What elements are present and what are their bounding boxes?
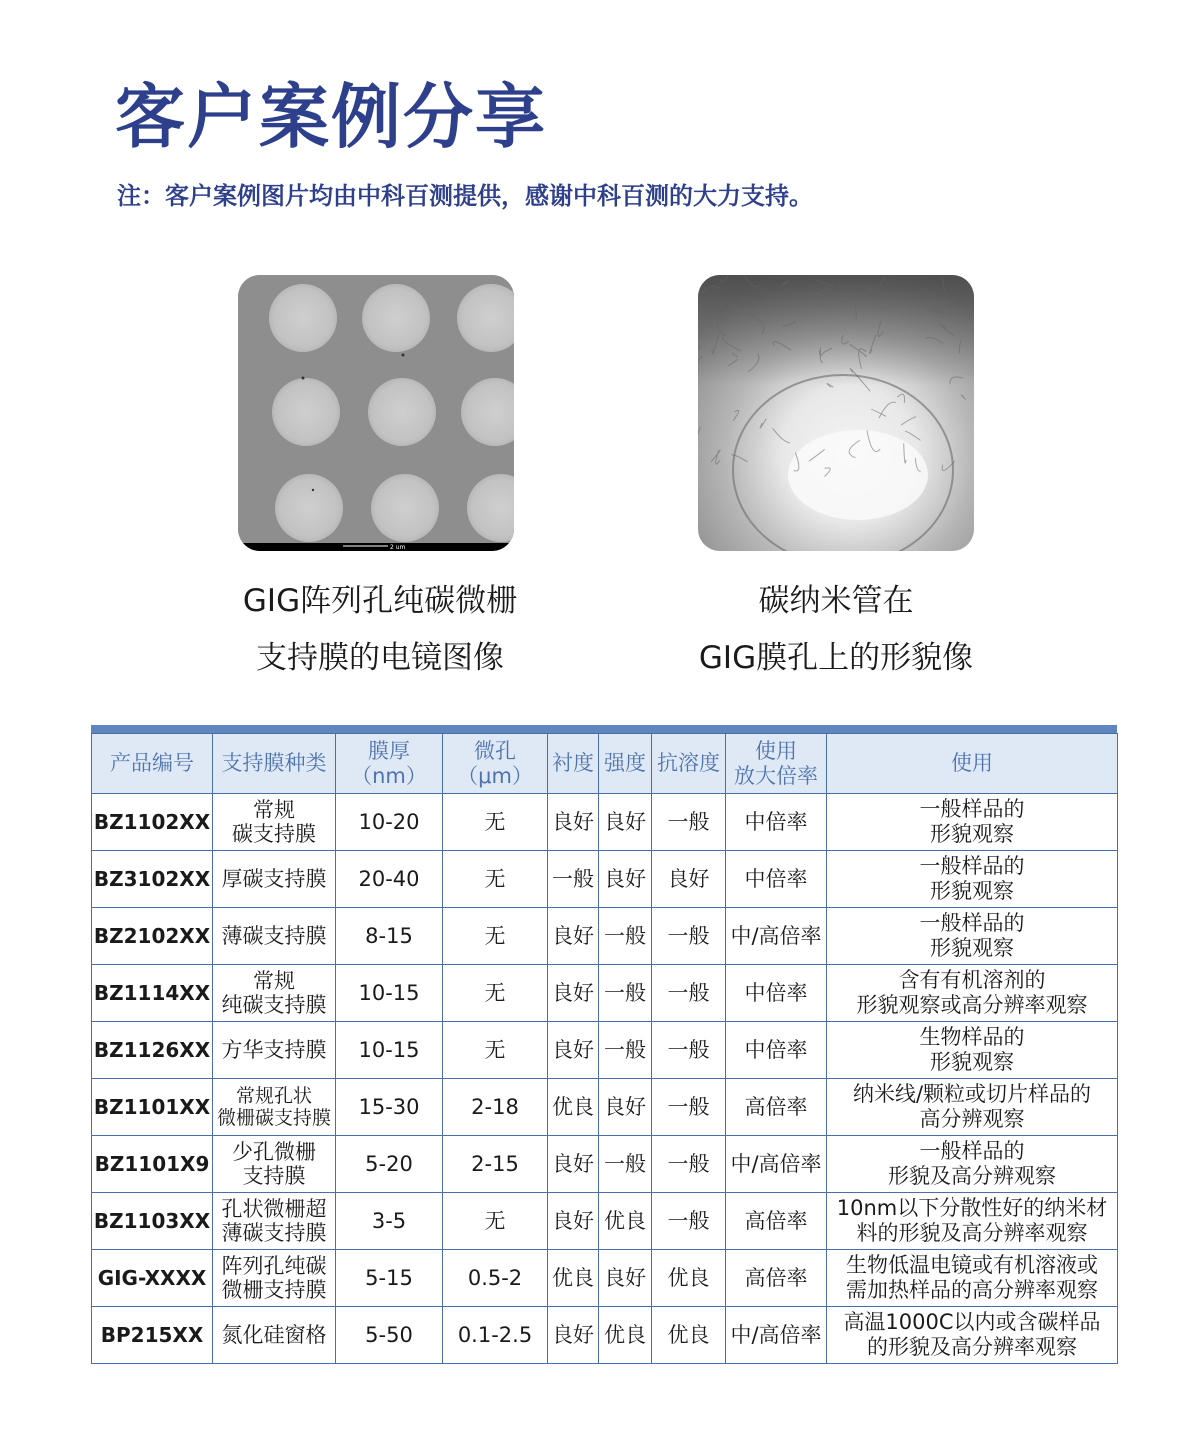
table-cell: BZ1114XX [92,965,213,1022]
hole-circle [368,378,436,446]
table-cell: 常规 碳支持膜 [213,794,336,851]
table-cell: 良好 [548,1136,599,1193]
table-header-cell: 膜厚（nm） [336,734,443,794]
table-cell: 0.5-2 [443,1250,548,1307]
table-cell: 10-20 [336,794,443,851]
table-cell: 20-40 [336,851,443,908]
table-cell: 一般 [599,1136,652,1193]
table-cell: 无 [443,851,548,908]
table-header-cell: 衬度 [548,734,599,794]
page-note: 注：客户案例图片均由中科百测提供，感谢中科百测的大力支持。 [117,182,813,210]
table-header-cell: 微孔（μm） [443,734,548,794]
table-cell: 一般 [599,965,652,1022]
micrograph-carbon-nanotubes [698,275,974,551]
table-row [92,1193,1118,1250]
table-cell: 一般 [652,1079,726,1136]
table-cell: 无 [443,1193,548,1250]
table-cell: 无 [443,794,548,851]
table-cell: 高倍率 [726,1079,827,1136]
table-row [92,1307,1118,1364]
table-cell: 一般样品的 形貌观察 [827,794,1118,851]
table-cell: 一般样品的 形貌及高分辨观察 [827,1136,1118,1193]
table-top-bar [91,725,1117,733]
table-cell: 优良 [599,1307,652,1364]
table-cell: 2-18 [443,1079,548,1136]
table-cell: BZ3102XX [92,851,213,908]
table-cell: 氮化硅窗格 [213,1307,336,1364]
product-table [91,733,1118,1364]
table-cell: 5-15 [336,1250,443,1307]
table-cell: 纳米线/颗粒或切片样品的 高分辨观察 [827,1079,1118,1136]
table-cell: 优良 [548,1250,599,1307]
table-cell: 良好 [548,908,599,965]
table-cell: 良好 [548,794,599,851]
table-cell: 中倍率 [726,794,827,851]
table-cell: BZ1126XX [92,1022,213,1079]
table-cell: 无 [443,965,548,1022]
micrograph-array-holes [238,275,514,551]
table-cell: BZ1102XX [92,794,213,851]
table-cell: 高倍率 [726,1250,827,1307]
table-header-cell: 强度 [599,734,652,794]
table-header-cell: 抗溶度 [652,734,726,794]
table-cell: 良好 [599,851,652,908]
hole-circle [275,474,343,542]
table-cell: 一般 [652,1136,726,1193]
table-cell: 良好 [652,851,726,908]
table-cell: 2-15 [443,1136,548,1193]
table-cell: 少孔微栅 支持膜 [213,1136,336,1193]
table-cell: 15-30 [336,1079,443,1136]
table-cell: 良好 [599,1250,652,1307]
caption-nanotubes [606,573,1066,687]
table-cell: 一般 [652,794,726,851]
table-row [92,1079,1118,1136]
table-header-row [92,734,1118,794]
table-cell: 5-20 [336,1136,443,1193]
table-cell: 中/高倍率 [726,1136,827,1193]
hole-circle [362,284,430,352]
table-cell: 中/高倍率 [726,1307,827,1364]
table-header-cell: 使用 [827,734,1118,794]
table-header-cell: 支持膜种类 [213,734,336,794]
table-cell: 5-50 [336,1307,443,1364]
page-title: 客户案例分享 [115,76,547,158]
table-cell: 常规孔状 微栅碳支持膜 [213,1079,336,1136]
table-row [92,1250,1118,1307]
table-cell: BZ1101XX [92,1079,213,1136]
table-cell: 良好 [548,965,599,1022]
table-cell: 中倍率 [726,965,827,1022]
hole-circle [371,474,439,542]
hole-circle [269,284,337,352]
table-cell: 一般 [652,908,726,965]
caption-line: 碳纳米管在 [758,583,914,619]
table-cell: 含有有机溶剂的 形貌观察或高分辨率观察 [827,965,1118,1022]
table-cell: 生物样品的 形貌观察 [827,1022,1118,1079]
table-row [92,851,1118,908]
scale-label: 2 um [390,544,406,551]
table-cell: 优良 [652,1250,726,1307]
table-cell: 常规 纯碳支持膜 [213,965,336,1022]
table-cell: 优良 [548,1079,599,1136]
table-cell: 一般 [652,965,726,1022]
table-row [92,794,1118,851]
table-cell: GIG-XXXX [92,1250,213,1307]
table-cell: 良好 [548,1307,599,1364]
table-header-cell: 使用 放大倍率 [726,734,827,794]
table-cell: 优良 [599,1193,652,1250]
caption-line: GIG阵列孔纯碳微栅 [242,583,518,619]
table-header-cell: 产品编号 [92,734,213,794]
table-cell: BZ1101X9 [92,1136,213,1193]
table-cell: 良好 [599,1079,652,1136]
table-cell: 薄碳支持膜 [213,908,336,965]
table-cell: 一般 [652,1193,726,1250]
table-cell: 一般样品的 形貌观察 [827,851,1118,908]
table-cell: BZ1103XX [92,1193,213,1250]
hole-circle [272,378,340,446]
table-cell: 中倍率 [726,851,827,908]
table-cell: 良好 [599,794,652,851]
table-cell: 良好 [548,1022,599,1079]
table-row [92,1136,1118,1193]
table-cell: 8-15 [336,908,443,965]
table-cell: 无 [443,908,548,965]
nanotubes-image [698,275,974,551]
table-cell: 一般 [599,1022,652,1079]
product-table-container [91,725,1117,1364]
table-cell: 高倍率 [726,1193,827,1250]
table-cell: 优良 [652,1307,726,1364]
table-cell: 生物低温电镜或有机溶液或 需加热样品的高分辨率观察 [827,1250,1118,1307]
table-cell: 阵列孔纯碳 微栅支持膜 [213,1250,336,1307]
table-cell: 0.1-2.5 [443,1307,548,1364]
table-cell: 一般 [548,851,599,908]
table-cell: BZ2102XX [92,908,213,965]
table-cell: 3-5 [336,1193,443,1250]
table-cell: 方华支持膜 [213,1022,336,1079]
caption-array-holes [150,573,610,687]
table-row [92,965,1118,1022]
table-cell: 10-15 [336,1022,443,1079]
table-cell: BP215XX [92,1307,213,1364]
table-cell: 10-15 [336,965,443,1022]
array-holes-image [238,275,514,551]
caption-line: 支持膜的电镜图像 [256,640,504,676]
table-cell: 孔状微栅超 薄碳支持膜 [213,1193,336,1250]
table-cell: 厚碳支持膜 [213,851,336,908]
table-cell: 一般 [599,908,652,965]
table-cell: 高温1000C以内或含碳样品 的形貌及高分辨率观察 [827,1307,1118,1364]
table-cell: 良好 [548,1193,599,1250]
table-cell: 无 [443,1022,548,1079]
table-cell: 中/高倍率 [726,908,827,965]
table-cell: 中倍率 [726,1022,827,1079]
table-cell: 10nm以下分散性好的纳米材 料的形貌及高分辨率观察 [827,1193,1118,1250]
table-cell: 一般样品的 形貌观察 [827,908,1118,965]
table-row [92,908,1118,965]
table-cell: 一般 [652,1022,726,1079]
table-row [92,1022,1118,1079]
caption-line: GIG膜孔上的形貌像 [698,640,974,676]
